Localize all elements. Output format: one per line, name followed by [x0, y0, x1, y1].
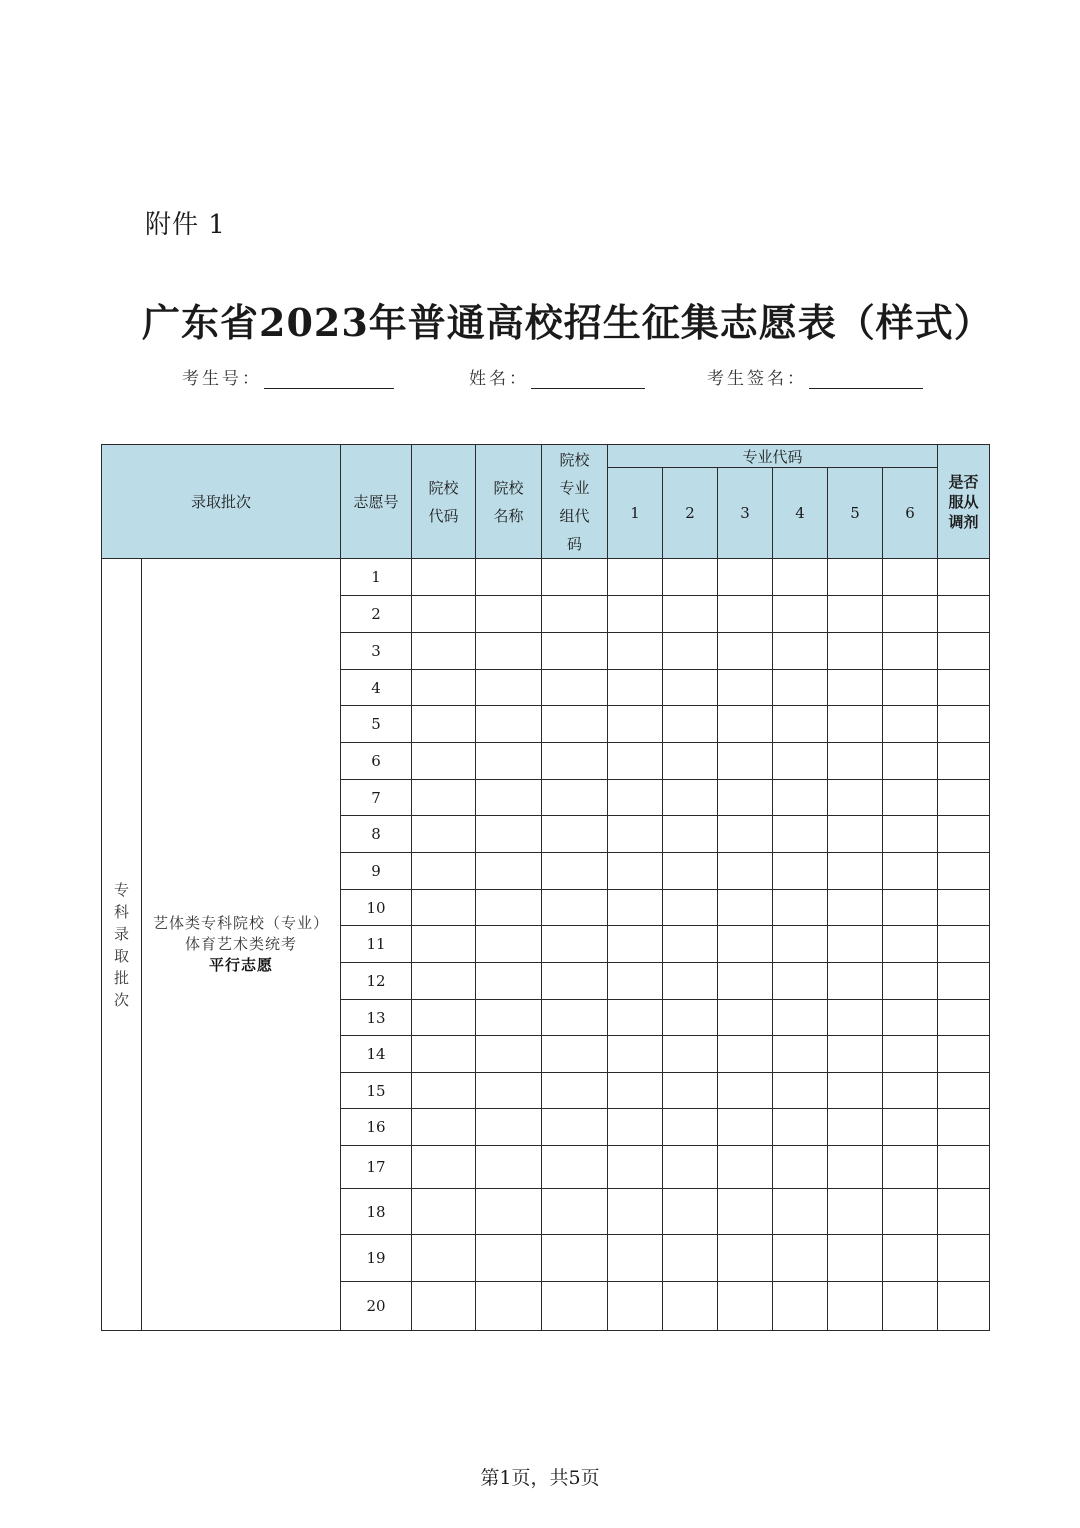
header-major-6: 6: [883, 468, 938, 559]
choice-number-cell: 6: [341, 743, 412, 780]
major-code-4-cell[interactable]: [773, 706, 828, 743]
school-code-cell[interactable]: [412, 706, 476, 743]
major-code-1-cell[interactable]: [608, 1000, 663, 1036]
major-code-1-cell[interactable]: [608, 1189, 663, 1235]
major-code-1-cell[interactable]: [608, 1235, 663, 1282]
school-code-cell[interactable]: [412, 1036, 476, 1073]
header-school-code: [412, 445, 476, 559]
school-name-cell[interactable]: [476, 559, 542, 596]
major-code-4-cell[interactable]: [773, 1073, 828, 1109]
major-code-2-cell[interactable]: [663, 1189, 718, 1235]
school-code-cell[interactable]: [412, 780, 476, 816]
major-code-2-cell[interactable]: [663, 1073, 718, 1109]
major-code-6-cell[interactable]: [883, 670, 938, 706]
major-code-4-cell[interactable]: [773, 670, 828, 706]
major-code-5-cell[interactable]: [828, 1189, 883, 1235]
major-code-5-cell[interactable]: [828, 596, 883, 633]
major-code-5-cell[interactable]: [828, 559, 883, 596]
major-code-6-cell[interactable]: [883, 1235, 938, 1282]
adjust-cell[interactable]: [938, 1282, 990, 1331]
major-code-2-cell[interactable]: [663, 816, 718, 853]
major-code-6-cell[interactable]: [883, 1000, 938, 1036]
header-major-3: 3: [718, 468, 773, 559]
school-name-cell[interactable]: [476, 853, 542, 890]
major-code-2-cell[interactable]: [663, 670, 718, 706]
choice-number-cell: 2: [341, 596, 412, 633]
adjust-cell[interactable]: [938, 559, 990, 596]
major-code-6-cell[interactable]: [883, 559, 938, 596]
major-code-2-cell[interactable]: [663, 706, 718, 743]
header-major-2: 2: [663, 468, 718, 559]
name-label: 姓名：: [469, 369, 529, 389]
school-code-cell[interactable]: [412, 1109, 476, 1146]
admission-type-cell: [142, 559, 341, 1331]
school-code-cell[interactable]: [412, 926, 476, 963]
major-code-6-cell[interactable]: [883, 853, 938, 890]
header-adjust-line: 是否: [948, 472, 979, 491]
group-code-cell[interactable]: [542, 890, 608, 926]
school-code-cell[interactable]: [412, 1189, 476, 1235]
header-choice-number: 志愿号: [341, 445, 412, 559]
major-code-4-cell[interactable]: [773, 1036, 828, 1073]
major-code-4-cell[interactable]: [773, 1146, 828, 1189]
major-code-2-cell[interactable]: [663, 1036, 718, 1073]
exam-number-label: 考生号：: [182, 369, 262, 389]
adjust-cell[interactable]: [938, 1073, 990, 1109]
choice-number-cell: 14: [341, 1036, 412, 1073]
group-code-cell[interactable]: [542, 1036, 608, 1073]
group-code-cell[interactable]: [542, 1146, 608, 1189]
major-code-2-cell[interactable]: [663, 1109, 718, 1146]
school-code-cell[interactable]: [412, 559, 476, 596]
major-code-6-cell[interactable]: [883, 633, 938, 670]
batch-char: 取: [113, 946, 129, 965]
choice-number-cell: 13: [341, 1000, 412, 1036]
choice-number-cell: 5: [341, 706, 412, 743]
major-code-5-cell[interactable]: [828, 670, 883, 706]
major-code-1-cell[interactable]: [608, 1146, 663, 1189]
adjust-cell[interactable]: [938, 926, 990, 963]
major-code-1-cell[interactable]: [608, 926, 663, 963]
major-code-1-cell[interactable]: [608, 890, 663, 926]
major-code-1-cell[interactable]: [608, 559, 663, 596]
header-group-code-line: 码: [566, 534, 582, 553]
major-code-3-cell[interactable]: [718, 1282, 773, 1331]
major-code-3-cell[interactable]: [718, 1146, 773, 1189]
choice-number-cell: 3: [341, 633, 412, 670]
major-code-4-cell[interactable]: [773, 780, 828, 816]
school-code-cell[interactable]: [412, 963, 476, 1000]
major-code-1-cell[interactable]: [608, 1282, 663, 1331]
school-name-cell[interactable]: [476, 1073, 542, 1109]
major-code-4-cell[interactable]: [773, 963, 828, 1000]
major-code-4-cell[interactable]: [773, 1189, 828, 1235]
school-code-cell[interactable]: [412, 1000, 476, 1036]
major-code-3-cell[interactable]: [718, 926, 773, 963]
major-code-1-cell[interactable]: [608, 706, 663, 743]
header-school-code-line: 代码: [428, 506, 459, 525]
adjust-cell[interactable]: [938, 596, 990, 633]
school-name-cell[interactable]: [476, 633, 542, 670]
major-code-5-cell[interactable]: [828, 1146, 883, 1189]
header-batch: 录取批次: [102, 445, 341, 559]
signature-blank[interactable]: [809, 368, 923, 389]
batch-char: 专: [113, 880, 129, 899]
school-name-cell[interactable]: [476, 1146, 542, 1189]
choice-number-cell: 1: [341, 559, 412, 596]
group-code-cell[interactable]: [542, 596, 608, 633]
admission-type-line: 体育艺术类统考: [184, 935, 297, 953]
school-name-cell[interactable]: [476, 706, 542, 743]
school-name-cell[interactable]: [476, 890, 542, 926]
major-code-5-cell[interactable]: [828, 963, 883, 1000]
major-code-3-cell[interactable]: [718, 670, 773, 706]
batch-char: 次: [113, 990, 129, 1009]
header-group-code-line: 组代: [559, 506, 590, 525]
school-code-cell[interactable]: [412, 1235, 476, 1282]
major-code-4-cell[interactable]: [773, 890, 828, 926]
school-code-cell[interactable]: [412, 1073, 476, 1109]
group-code-cell[interactable]: [542, 706, 608, 743]
school-code-cell[interactable]: [412, 596, 476, 633]
major-code-5-cell[interactable]: [828, 1109, 883, 1146]
adjust-cell[interactable]: [938, 1146, 990, 1189]
major-code-2-cell[interactable]: [663, 1146, 718, 1189]
school-name-cell[interactable]: [476, 1036, 542, 1073]
group-code-cell[interactable]: [542, 1073, 608, 1109]
group-code-cell[interactable]: [542, 1109, 608, 1146]
choice-number-cell: 10: [341, 890, 412, 926]
page-title: 广东省2023年普通高校招生征集志愿表（样式）: [142, 300, 993, 345]
choice-number-cell: 8: [341, 816, 412, 853]
exam-number-blank[interactable]: [264, 368, 394, 389]
header-adjust-line: 服从: [948, 492, 979, 511]
adjust-cell[interactable]: [938, 1036, 990, 1073]
adjust-cell[interactable]: [938, 743, 990, 780]
major-code-3-cell[interactable]: [718, 743, 773, 780]
group-code-cell[interactable]: [542, 1000, 608, 1036]
adjust-cell[interactable]: [938, 816, 990, 853]
adjust-cell[interactable]: [938, 706, 990, 743]
major-code-6-cell[interactable]: [883, 1189, 938, 1235]
choice-number-cell: 11: [341, 926, 412, 963]
adjust-cell[interactable]: [938, 1189, 990, 1235]
major-code-5-cell[interactable]: [828, 633, 883, 670]
attachment-label: 附件 1: [145, 210, 226, 240]
school-code-cell[interactable]: [412, 853, 476, 890]
major-code-2-cell[interactable]: [663, 780, 718, 816]
school-name-cell[interactable]: [476, 1189, 542, 1235]
major-code-4-cell[interactable]: [773, 1109, 828, 1146]
major-code-3-cell[interactable]: [718, 890, 773, 926]
major-code-6-cell[interactable]: [883, 890, 938, 926]
adjust-cell[interactable]: [938, 780, 990, 816]
admission-type-line: 艺体类专科院校（专业）: [152, 914, 329, 932]
school-name-cell[interactable]: [476, 1000, 542, 1036]
major-code-6-cell[interactable]: [883, 816, 938, 853]
school-name-cell[interactable]: [476, 926, 542, 963]
major-code-3-cell[interactable]: [718, 1036, 773, 1073]
choice-number-cell: 20: [341, 1282, 412, 1331]
major-code-3-cell[interactable]: [718, 559, 773, 596]
group-code-cell[interactable]: [542, 853, 608, 890]
group-code-cell[interactable]: [542, 670, 608, 706]
header-major-1: 1: [608, 468, 663, 559]
group-code-cell[interactable]: [542, 780, 608, 816]
major-code-3-cell[interactable]: [718, 853, 773, 890]
school-name-cell[interactable]: [476, 1282, 542, 1331]
choice-number-cell: 7: [341, 780, 412, 816]
major-code-5-cell[interactable]: [828, 780, 883, 816]
batch-char: 录: [113, 924, 129, 943]
major-code-3-cell[interactable]: [718, 816, 773, 853]
school-name-cell[interactable]: [476, 1109, 542, 1146]
major-code-3-cell[interactable]: [718, 1073, 773, 1109]
major-code-2-cell[interactable]: [663, 1282, 718, 1331]
major-code-3-cell[interactable]: [718, 1000, 773, 1036]
group-code-cell[interactable]: [542, 743, 608, 780]
choice-number-cell: 18: [341, 1189, 412, 1235]
batch-char: 批: [113, 968, 129, 987]
major-code-2-cell[interactable]: [663, 963, 718, 1000]
major-code-1-cell[interactable]: [608, 596, 663, 633]
header-major-5: 5: [828, 468, 883, 559]
major-code-6-cell[interactable]: [883, 596, 938, 633]
major-code-4-cell[interactable]: [773, 743, 828, 780]
adjust-cell[interactable]: [938, 1000, 990, 1036]
header-school-name-line: 院校: [493, 478, 524, 497]
major-code-3-cell[interactable]: [718, 1235, 773, 1282]
header-school-name: [476, 445, 542, 559]
school-name-cell[interactable]: [476, 596, 542, 633]
signature-field[interactable]: [707, 364, 923, 389]
header-group-code: [542, 445, 608, 559]
major-code-4-cell[interactable]: [773, 816, 828, 853]
major-code-2-cell[interactable]: [663, 1235, 718, 1282]
group-code-cell[interactable]: [542, 1282, 608, 1331]
parallel-choice-label: 平行志愿: [208, 956, 273, 974]
major-code-1-cell[interactable]: [608, 816, 663, 853]
major-code-1-cell[interactable]: [608, 963, 663, 1000]
choice-number-cell: 19: [341, 1235, 412, 1282]
adjust-cell[interactable]: [938, 633, 990, 670]
choice-number-cell: 15: [341, 1073, 412, 1109]
major-code-4-cell[interactable]: [773, 853, 828, 890]
major-code-6-cell[interactable]: [883, 1073, 938, 1109]
school-name-cell[interactable]: [476, 963, 542, 1000]
major-code-6-cell[interactable]: [883, 926, 938, 963]
major-code-4-cell[interactable]: [773, 1282, 828, 1331]
school-code-cell[interactable]: [412, 816, 476, 853]
major-code-6-cell[interactable]: [883, 963, 938, 1000]
school-code-cell[interactable]: [412, 743, 476, 780]
major-code-2-cell[interactable]: [663, 890, 718, 926]
major-code-3-cell[interactable]: [718, 780, 773, 816]
major-code-2-cell[interactable]: [663, 596, 718, 633]
application-table: [101, 444, 990, 1331]
major-code-6-cell[interactable]: [883, 1109, 938, 1146]
major-code-5-cell[interactable]: [828, 816, 883, 853]
major-code-3-cell[interactable]: [718, 633, 773, 670]
choice-number-cell: 16: [341, 1109, 412, 1146]
major-code-1-cell[interactable]: [608, 780, 663, 816]
header-major-code: 专业代码: [608, 445, 938, 468]
major-code-5-cell[interactable]: [828, 853, 883, 890]
batch-char: 科: [113, 902, 129, 921]
school-code-cell[interactable]: [412, 1282, 476, 1331]
major-code-5-cell[interactable]: [828, 926, 883, 963]
school-name-cell[interactable]: [476, 1235, 542, 1282]
major-code-4-cell[interactable]: [773, 1000, 828, 1036]
school-code-cell[interactable]: [412, 670, 476, 706]
major-code-1-cell[interactable]: [608, 1109, 663, 1146]
group-code-cell[interactable]: [542, 1189, 608, 1235]
major-code-3-cell[interactable]: [718, 596, 773, 633]
school-code-cell[interactable]: [412, 890, 476, 926]
major-code-5-cell[interactable]: [828, 743, 883, 780]
choice-number-cell: 17: [341, 1146, 412, 1189]
major-code-6-cell[interactable]: [883, 743, 938, 780]
adjust-cell[interactable]: [938, 1235, 990, 1282]
adjust-cell[interactable]: [938, 1109, 990, 1146]
adjust-cell[interactable]: [938, 853, 990, 890]
group-code-cell[interactable]: [542, 1235, 608, 1282]
applicant-fields: [0, 364, 1080, 394]
name-blank[interactable]: [531, 368, 645, 389]
major-code-2-cell[interactable]: [663, 743, 718, 780]
adjust-cell[interactable]: [938, 890, 990, 926]
header-adjust: [938, 445, 990, 559]
school-name-cell[interactable]: [476, 670, 542, 706]
major-code-2-cell[interactable]: [663, 926, 718, 963]
major-code-5-cell[interactable]: [828, 1036, 883, 1073]
choice-number-cell: 4: [341, 670, 412, 706]
header-school-name-line: 名称: [493, 506, 524, 525]
major-code-2-cell[interactable]: [663, 633, 718, 670]
batch-cell: [102, 559, 142, 1331]
school-code-cell[interactable]: [412, 1146, 476, 1189]
major-code-3-cell[interactable]: [718, 706, 773, 743]
major-code-4-cell[interactable]: [773, 559, 828, 596]
table-row: [102, 559, 990, 596]
major-code-3-cell[interactable]: [718, 963, 773, 1000]
major-code-5-cell[interactable]: [828, 890, 883, 926]
major-code-5-cell[interactable]: [828, 706, 883, 743]
school-name-cell[interactable]: [476, 780, 542, 816]
major-code-3-cell[interactable]: [718, 1109, 773, 1146]
major-code-4-cell[interactable]: [773, 926, 828, 963]
major-code-5-cell[interactable]: [828, 1282, 883, 1331]
header-group-code-line: 院校: [559, 450, 590, 469]
major-code-6-cell[interactable]: [883, 1036, 938, 1073]
major-code-1-cell[interactable]: [608, 743, 663, 780]
adjust-cell[interactable]: [938, 670, 990, 706]
group-code-cell[interactable]: [542, 559, 608, 596]
school-code-cell[interactable]: [412, 633, 476, 670]
major-code-3-cell[interactable]: [718, 1189, 773, 1235]
major-code-4-cell[interactable]: [773, 596, 828, 633]
major-code-6-cell[interactable]: [883, 706, 938, 743]
major-code-5-cell[interactable]: [828, 1000, 883, 1036]
signature-label: 考生签名：: [707, 369, 807, 389]
header-adjust-line: 调剂: [948, 512, 979, 531]
adjust-cell[interactable]: [938, 963, 990, 1000]
header-major-4: 4: [773, 468, 828, 559]
major-code-6-cell[interactable]: [883, 780, 938, 816]
school-name-cell[interactable]: [476, 743, 542, 780]
school-name-cell[interactable]: [476, 816, 542, 853]
major-code-1-cell[interactable]: [608, 670, 663, 706]
major-code-2-cell[interactable]: [663, 559, 718, 596]
page-footer: 第1页，共5页: [480, 1467, 600, 1489]
major-code-4-cell[interactable]: [773, 1235, 828, 1282]
choice-number-cell: 9: [341, 853, 412, 890]
name-field[interactable]: [469, 364, 645, 389]
major-code-1-cell[interactable]: [608, 1073, 663, 1109]
group-code-cell[interactable]: [542, 633, 608, 670]
major-code-1-cell[interactable]: [608, 633, 663, 670]
major-code-1-cell[interactable]: [608, 1036, 663, 1073]
major-code-6-cell[interactable]: [883, 1146, 938, 1189]
header-group-code-line: 专业: [559, 478, 590, 497]
choice-number-cell: 12: [341, 963, 412, 1000]
major-code-5-cell[interactable]: [828, 1235, 883, 1282]
major-code-6-cell[interactable]: [883, 1282, 938, 1331]
major-code-4-cell[interactable]: [773, 633, 828, 670]
major-code-5-cell[interactable]: [828, 1073, 883, 1109]
major-code-2-cell[interactable]: [663, 853, 718, 890]
major-code-1-cell[interactable]: [608, 853, 663, 890]
group-code-cell[interactable]: [542, 816, 608, 853]
header-school-code-line: 院校: [428, 478, 459, 497]
major-code-2-cell[interactable]: [663, 1000, 718, 1036]
group-code-cell[interactable]: [542, 926, 608, 963]
group-code-cell[interactable]: [542, 963, 608, 1000]
exam-number-field[interactable]: [182, 364, 394, 389]
